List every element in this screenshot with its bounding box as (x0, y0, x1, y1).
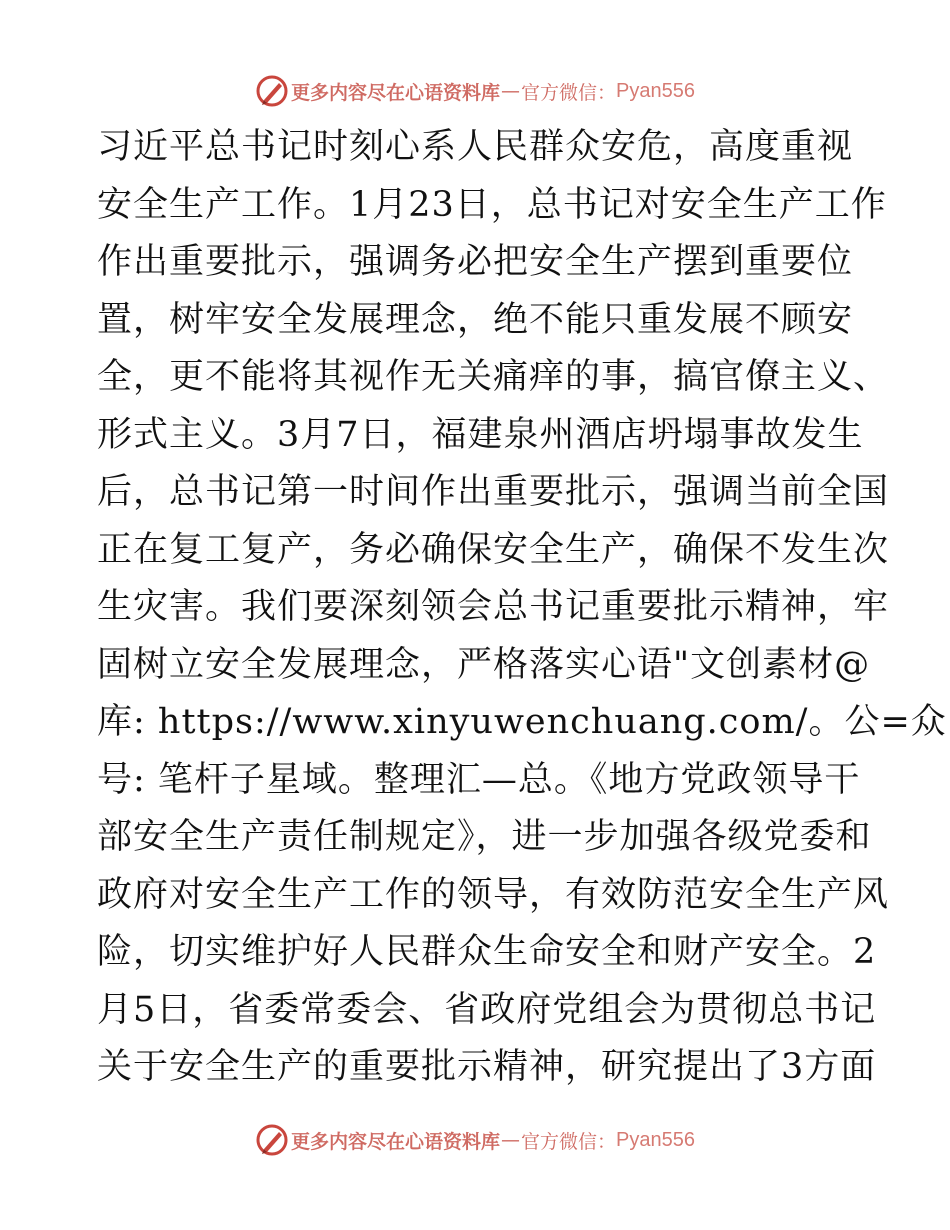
text-line: 全，更不能将其视作无关痛痒的事，搞官僚主义、 (97, 357, 890, 397)
text-line: 险，切实维护好人民群众生命安全和财产安全。2 (97, 932, 877, 972)
text-line: 政府对安全生产工作的领导，有效防范安全生产风 (97, 874, 890, 915)
text-line: 部安全生产责任制规定》，进一步加强各级党委和 (97, 817, 872, 857)
text-line: 月5日，省委常委会、省政府党组会为贯彻总书记 (97, 989, 877, 1030)
watermark-label: 官方微信： (521, 1130, 617, 1153)
text-line: 后，总书记第一时间作出重要批示，强调当前全国 (97, 472, 890, 512)
header-watermark (0, 71, 950, 111)
watermark-main-text: 更多内容尽在心语资料库 (291, 1130, 501, 1153)
watermark-account: Pyan556 (616, 79, 695, 102)
text-line: 形式主义。3月7日，福建泉州酒店坍塌事故发生 (97, 414, 864, 455)
footer-watermark (0, 1120, 950, 1160)
document-body (97, 119, 947, 1097)
watermark-dash: — (501, 80, 521, 102)
watermark-dash: — (501, 1129, 521, 1151)
pen-logo-icon (255, 1123, 289, 1157)
text-line: 固树立安全发展理念，严格落实心语"文创素材@ (97, 644, 871, 685)
text-line: 库: https://www.xinyuwenchuang.com/。公=众 (97, 702, 947, 742)
text-line: 安全生产工作。1月23日，总书记对安全生产工作 (97, 184, 887, 225)
text-line: 正在复工复产，务必确保安全生产，确保不发生次 (97, 529, 890, 570)
text-line: 置，树牢安全发展理念，绝不能只重发展不顾安 (97, 299, 854, 340)
text-line: 生灾害。我们要深刻领会总书记重要批示精神，牢 (97, 587, 890, 627)
watermark-account: Pyan556 (616, 1128, 695, 1151)
watermark-label: 官方微信： (521, 81, 617, 104)
text-line: 关于安全生产的重要批示精神，研究提出了3方面 (97, 1047, 877, 1087)
text-line: 习近平总书记时刻心系人民群众安危，高度重视 (97, 127, 854, 167)
text-line: 作出重要批示，强调务必把安全生产摆到重要位 (97, 242, 854, 282)
pen-logo-icon (255, 74, 289, 108)
text-line: 号: 笔杆子星域。整理汇—总。《地方党政领导干 (97, 759, 861, 800)
watermark-main-text: 更多内容尽在心语资料库 (291, 81, 501, 104)
